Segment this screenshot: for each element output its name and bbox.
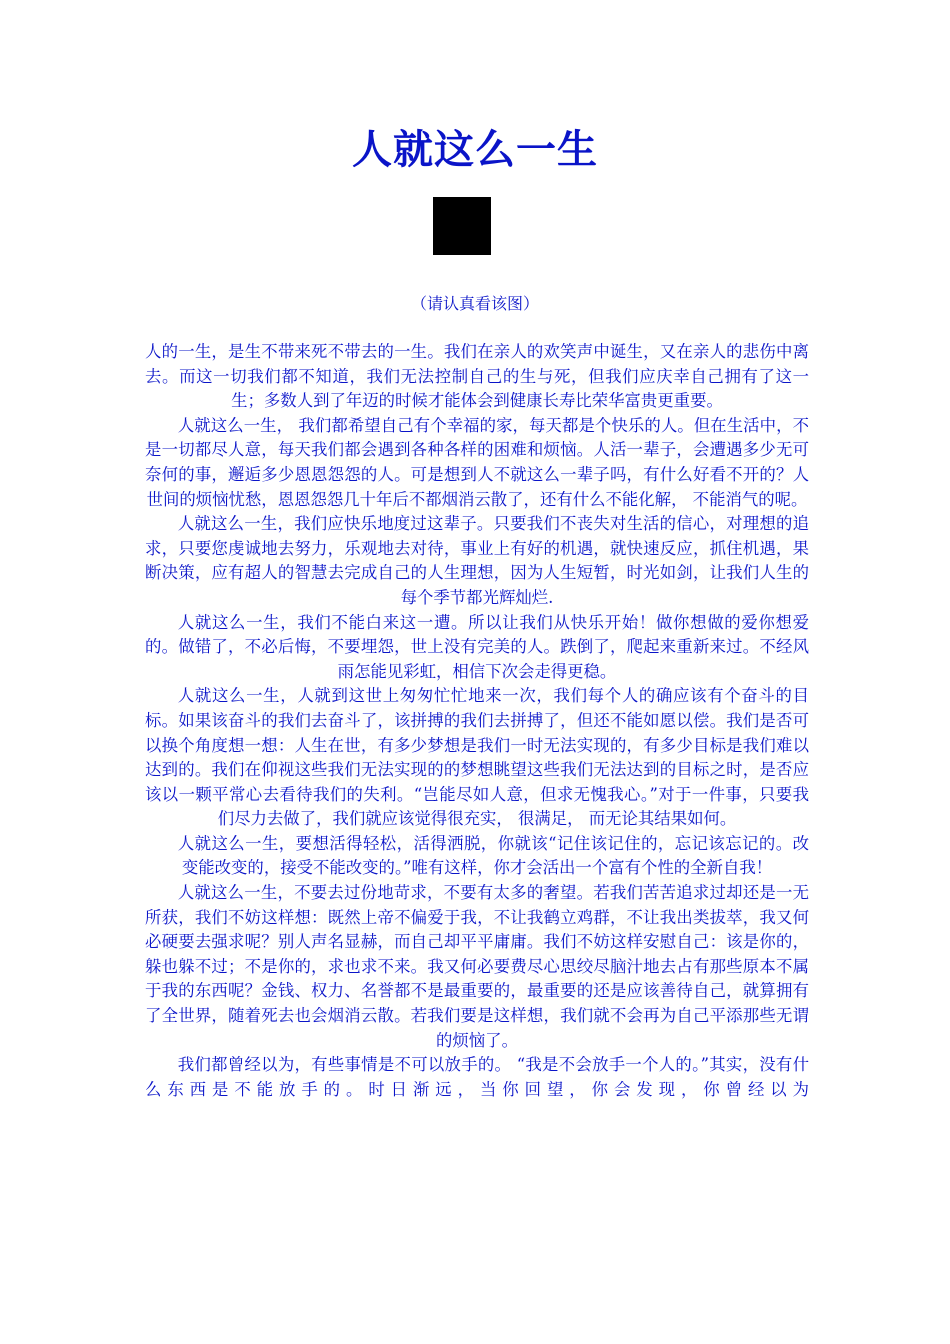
paragraph-6: 人就这么一生，要想活得轻松，活得洒脱，你就该“记住该记住的，忘记该忘记的。改变能改变的，接受不能改变的。”唯有这样，你才会活出一个富有个性的全新自我！ bbox=[177, 833, 809, 878]
paragraph-2: 人就这么一生， 我们都希望自己有个幸福的家，每天都是个快乐的人。但在生活中，不是一切都尽人意，每天我们都会遇到各种各样的困难和烦恼。人活一辈子，会遭遇多少无可奈何的事，邂逅多少恩恩怨怨的人。可是想到人不就这么一辈子吗，有什么好看不开的？人世间的烦恼忧愁，恩恩怨怨几十年后不都烟消云散了，还有什么不能化解， 不能消气的呢。 bbox=[145, 415, 809, 509]
paragraph-1: 人的一生，是生不带来死不带去的一生。我们在亲人的欢笑声中诞生，又在亲人的悲伤中离去。而这一切我们都不知道，我们无法控制自己的生与死，但我们应庆幸自己拥有了这一生；多数人到了年迈的时候才能体会到健康长寿比荣华富贵更重要。 bbox=[145, 342, 809, 411]
article-body bbox=[145, 340, 809, 1102]
paragraph-3: 人就这么一生，我们应快乐地度过这辈子。只要我们不丧失对生活的信心，对理想的追求，只要您虔诚地去努力，乐观地去对待，事业上有好的机遇，就快速反应，抓住机遇，果断决策，应有超人的智慧去完成自己的人生理想，因为人生短暂，时光如剑，让我们人生的每个季节都光辉灿烂. bbox=[145, 514, 809, 607]
paragraph-7: 人就这么一生，不要去过份地苛求，不要有太多的奢望。若我们苦苦追求过却还是一无所获，我们不妨这样想：既然上帝不偏爱于我，不让我鹤立鸡群，不让我出类拔萃，我又何必硬要去强求呢？别人声名显赫，而自己却平平庸庸。我们不妨这样安慰自己：该是你的，躲也躲不过；不是你的，求也求不来。我又何必要费尽心思绞尽脑汁地去占有那些原本不属于我的东西呢？金钱、权力、名誉都不是最重要的，最重要的还是应该善待自己，就算拥有了全世界，随着死去也会烟消云散。若我们要是这样想，我们就不会再为自己平添那些无谓的烦恼了。 bbox=[145, 883, 809, 1050]
paragraph-5: 人就这么一生，人就到这世上匆匆忙忙地来一次，我们每个人的确应该有个奋斗的目标。如果该奋斗的我们去奋斗了，该拼搏的我们去拼搏了，但还不能如愿以偿。我们是否可以换个角度想一想：人生在世，有多少梦想是我们一时无法实现的，有多少目标是我们难以达到的。我们在仰视这些我们无法实现的的梦想眺望这些我们无法达到的目标之时，是否应该以一颗平常心去看待我们的失利。“岂能尽如人意，但求无愧我心。”对于一件事，只要我们尽力去做了，我们就应该觉得很充实， 很满足， 而无论其结果如何。 bbox=[145, 686, 809, 829]
paragraph-4: 人就这么一生，我们不能白来这一遭。所以让我们从快乐开始！做你想做的爱你想爱的。做错了，不必后悔，不要埋怨，世上没有完美的人。跌倒了，爬起来重新来过。不经风雨怎能见彩虹，相信下次会走得更稳。 bbox=[145, 612, 809, 681]
page-title: 人就这么一生 bbox=[352, 126, 598, 173]
paragraph-8: 我们都曾经以为，有些事情是不可以放手的。 “我是不会放手一个人的。”其实，没有什么东西是不能放手的。时日渐远，当你回望，你会发现，你曾经以为 bbox=[145, 1055, 809, 1099]
figure-caption: （请认真看该图） bbox=[410, 294, 539, 313]
black-square-image bbox=[433, 197, 491, 255]
